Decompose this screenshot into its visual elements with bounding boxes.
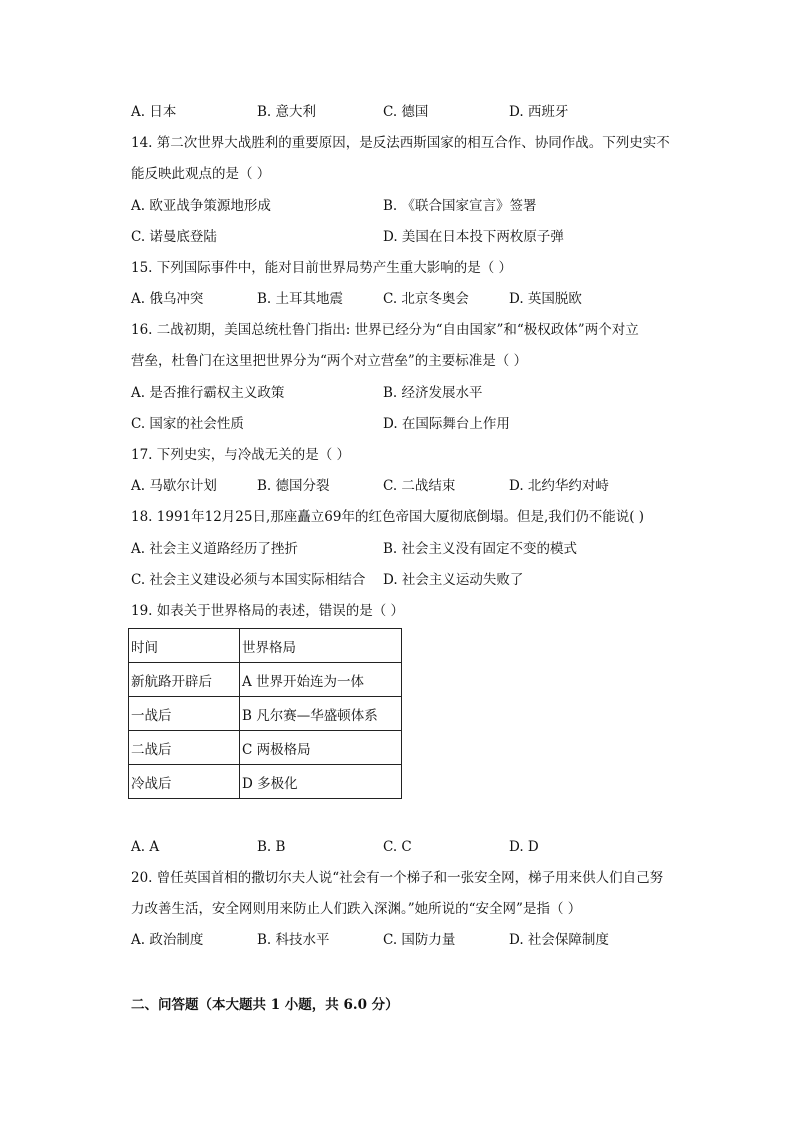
table-row <box>129 697 402 731</box>
q13-option-b: B. 意大利 <box>257 104 317 120</box>
q13-option-a: A. 日本 <box>131 104 177 120</box>
q13-option-d: D. 西班牙 <box>509 104 569 120</box>
q19-option-a: A. A <box>131 839 160 855</box>
q14-stem-line2: 能反映此观点的是（ ） <box>131 166 271 182</box>
q17-option-c: C. 二战结束 <box>383 478 456 494</box>
q15-stem: 15. 下列国际事件中，能对目前世界局势产生重大影响的是（ ） <box>131 260 513 276</box>
q19-option-b: B. B <box>257 839 286 855</box>
q18-option-b: B. 社会主义没有固定不变的模式 <box>383 541 578 557</box>
q14-option-b: B. 《联合国家宣言》签署 <box>383 198 537 214</box>
q18-option-a: A. 社会主义道路经历了挫折 <box>131 541 298 557</box>
table-row <box>129 731 402 765</box>
q16-stem-line1: 16. 二战初期，美国总统杜鲁门指出: 世界已经分为“自由国家”和“极权政体”两个对立 <box>131 322 639 338</box>
world-pattern-table <box>128 628 402 799</box>
q18-option-d: D. 社会主义运动失败了 <box>383 572 524 588</box>
table-cell: B 凡尔赛—华盛顿体系 <box>240 697 402 731</box>
table-row <box>129 663 402 697</box>
q20-option-c: C. 国防力量 <box>383 932 456 948</box>
table-cell: 二战后 <box>129 731 240 765</box>
table-cell: D 多极化 <box>240 765 402 799</box>
table-header-cell: 时间 <box>129 629 240 663</box>
q16-stem-line2: 营垒，杜鲁门在这里把世界分为“两个对立营垒”的主要标准是（ ） <box>131 353 528 369</box>
q19-stem: 19. 如表关于世界格局的表述，错误的是（ ） <box>131 603 405 619</box>
q20-stem-line1: 20. 曾任英国首相的撒切尔夫人说“社会有一个梯子和一张安全网，梯子用来供人们自己努 <box>131 870 664 886</box>
table-cell: 冷战后 <box>129 765 240 799</box>
q13-option-c: C. 德国 <box>383 104 429 120</box>
table-cell: A 世界开始连为一体 <box>240 663 402 697</box>
q14-option-d: D. 美国在日本投下两枚原子弹 <box>383 229 564 245</box>
q14-option-a: A. 欧亚战争策源地形成 <box>131 198 271 214</box>
table-row <box>129 765 402 799</box>
q18-option-c: C. 社会主义建设必须与本国实际相结合 <box>131 572 366 588</box>
q14-stem-line1: 14. 第二次世界大战胜利的重要原因，是反法西斯国家的相互合作、协同作战。下列史实不 <box>131 135 670 151</box>
q20-option-a: A. 政治制度 <box>131 932 204 948</box>
q16-option-d: D. 在国际舞台上作用 <box>383 416 510 432</box>
q17-option-d: D. 北约华约对峙 <box>509 478 609 494</box>
q14-option-c: C. 诺曼底登陆 <box>131 229 217 245</box>
q19-option-c: C. C <box>383 839 412 855</box>
q15-option-b: B. 土耳其地震 <box>257 291 344 307</box>
q20-option-b: B. 科技水平 <box>257 932 330 948</box>
q15-option-d: D. 英国脱欧 <box>509 291 582 307</box>
table-cell: 新航路开辟后 <box>129 663 240 697</box>
q20-stem-line2: 力改善生活，安全网则用来防止人们跌入深渊。”她所说的“安全网”是指（ ） <box>131 901 582 917</box>
q17-option-a: A. 马歇尔计划 <box>131 478 217 494</box>
q15-option-a: A. 俄乌冲突 <box>131 291 204 307</box>
table-cell: C 两极格局 <box>240 731 402 765</box>
q20-option-d: D. 社会保障制度 <box>509 932 609 948</box>
table-cell: 一战后 <box>129 697 240 731</box>
q17-stem: 17. 下列史实，与冷战无关的是（ ） <box>131 447 351 463</box>
q16-option-b: B. 经济发展水平 <box>383 385 483 401</box>
q15-option-c: C. 北京冬奥会 <box>383 291 469 307</box>
q16-option-c: C. 国家的社会性质 <box>131 416 244 432</box>
q18-stem: 18. 1991年12月25日,那座矗立69年的红色帝国大厦彻底倒塌。但是,我们仍不能说( ) <box>131 509 645 525</box>
q19-option-d: D. D <box>509 839 539 855</box>
table-header-cell: 世界格局 <box>240 629 402 663</box>
q16-option-a: A. 是否推行霸权主义政策 <box>131 385 285 401</box>
table-header-row <box>129 629 402 663</box>
section-2-heading: 二、问答题（本大题共 1 小题，共 6.0 分） <box>131 997 399 1013</box>
q17-option-b: B. 德国分裂 <box>257 478 330 494</box>
